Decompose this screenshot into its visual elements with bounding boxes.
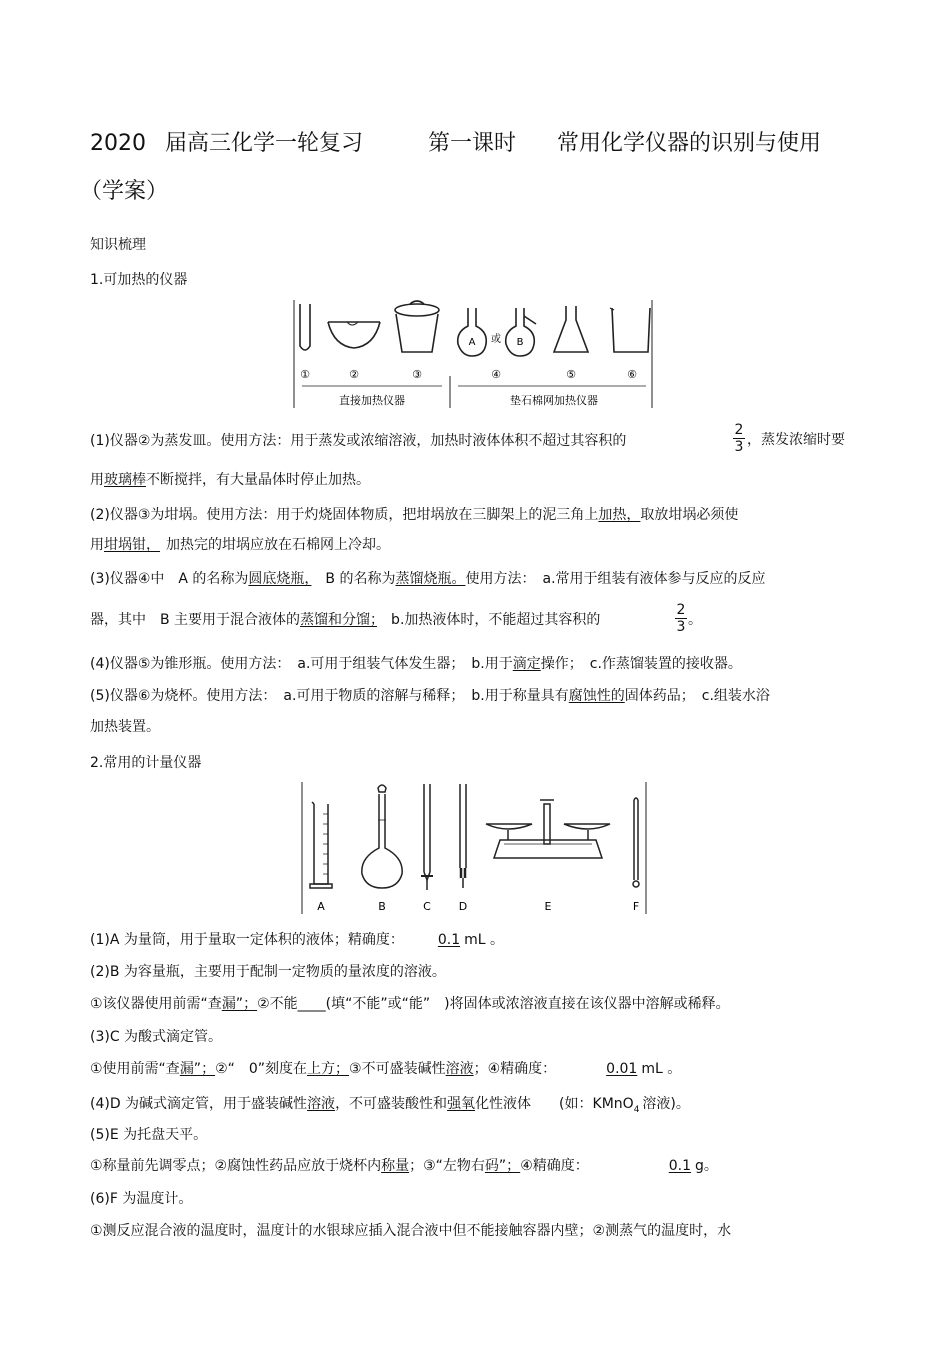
fig1-num-1: ① xyxy=(300,368,310,381)
sec2-line-4: (3)C 为酸式滴定管。 xyxy=(90,1029,223,1045)
answer-distilling-flask: 蒸馏烧瓶。 xyxy=(395,571,466,587)
heatable-apparatus-figure xyxy=(292,298,656,410)
para-3-line1 xyxy=(90,570,766,588)
answer-leak-check-1: 漏”； xyxy=(221,996,258,1012)
sec2-l6-text-c: 化性液体 (如：KMnO xyxy=(475,1096,634,1112)
group-gauze-label: 垫石棉网加热仪器 xyxy=(510,394,598,407)
sec2-l5-text-e: mL 。 xyxy=(641,1061,682,1077)
sec2-line-1 xyxy=(90,931,504,949)
sec2-heading: 2.常用的计量仪器 xyxy=(90,755,202,771)
test-tube-icon xyxy=(300,304,310,350)
fig1-num-2: ② xyxy=(349,368,359,381)
sec2-line-9: (6)F 为温度计。 xyxy=(90,1191,193,1207)
answer-balance-precision: 0.1 xyxy=(668,1158,692,1174)
para-1-line2 xyxy=(90,471,370,489)
answer-weights: 码”； xyxy=(484,1158,521,1174)
sec2-l8-text-b: ；③“左物右 xyxy=(409,1158,485,1174)
section-label: 知识梳理 xyxy=(90,237,146,253)
fraction-two-thirds-1 xyxy=(732,422,746,455)
sec2-l5-text-d: ；④精确度： xyxy=(473,1061,557,1077)
flask-b-label: B xyxy=(516,337,524,348)
answer-blank: ____ xyxy=(297,996,326,1012)
answer-round-flask: 圆底烧瓶， xyxy=(248,571,312,587)
fig2-label-a: A xyxy=(317,900,325,913)
sec2-l6-text-b: ，不可盛装酸性和 xyxy=(335,1096,448,1112)
thermometer-icon xyxy=(633,798,639,887)
round-bottom-flask-icon xyxy=(458,308,487,356)
frac1-den: 3 xyxy=(734,439,744,455)
para-3-tail: 。 xyxy=(688,612,702,628)
sec2-line-3 xyxy=(90,995,730,1013)
sec2-line-10: ①测反应混合液的温度时，温度计的水银球应插入混合液中但不能接触容器内壁；②测蒸气的温度时，水 xyxy=(90,1223,732,1239)
para-1-text-c: 用 xyxy=(90,472,104,488)
para-1-line1 xyxy=(90,432,626,450)
fig1-num-6: ⑥ xyxy=(627,368,637,381)
sec2-line-5 xyxy=(90,1060,681,1078)
sec2-l3-text-b: ②不能 xyxy=(257,996,298,1012)
answer-weigh: 称量 xyxy=(381,1158,410,1174)
answer-distillation: 蒸馏和分馏； xyxy=(300,612,378,628)
base-burette-icon xyxy=(460,784,466,888)
answer-titration: 滴定 xyxy=(512,656,541,672)
para-4 xyxy=(90,655,742,673)
conical-flask-icon xyxy=(554,306,588,352)
para-5-line2: 加热装置。 xyxy=(90,719,160,735)
sec2-l5-text-a: ①使用前需“查 xyxy=(90,1061,180,1077)
sec2-line-7: (5)E 为托盘天平。 xyxy=(90,1127,208,1143)
para-3-text-c: 使用方法： a.常用于组装有液体参与反应的反应 xyxy=(465,571,766,587)
fraction-two-thirds-2 xyxy=(674,602,688,635)
para-5-text-a: (5)仪器⑥为烧杯。使用方法： a.可用于物质的溶解与稀释； b.用于称量具有 xyxy=(90,688,569,704)
group-direct-label: 直接加热仪器 xyxy=(339,394,405,407)
or-label: 或 xyxy=(491,334,501,345)
sec2-l8-text-d: g。 xyxy=(695,1158,718,1174)
sec2-line-2: (2)B 为容量瓶，主要用于配制一定物质的量浓度的溶液。 xyxy=(90,964,446,980)
evaporating-dish-icon xyxy=(328,322,380,348)
para-2-line1 xyxy=(90,506,738,524)
para-1-text-d: 不断搅拌，有大量晶体时停止加热。 xyxy=(146,472,370,488)
para-4-text-a: (4)仪器⑤为锥形瓶。使用方法： a.可用于组装气体发生器； b.用于 xyxy=(90,656,513,672)
fig2-label-f: F xyxy=(632,900,640,913)
beaker-icon xyxy=(612,308,650,352)
answer-leak-check-2: 漏”； xyxy=(179,1061,216,1077)
sec2-l3-text-a: ①该仪器使用前需“查 xyxy=(90,996,222,1012)
answer-burette-precision: 0.01 xyxy=(606,1061,638,1077)
title-part1: 届高三化学一轮复习 xyxy=(165,131,364,156)
answer-heating: 加热， xyxy=(598,507,641,523)
answer-top: 上方； xyxy=(307,1061,350,1077)
sec2-l6-text-d: 溶液)。 xyxy=(642,1096,690,1112)
sec2-l6-text-a: (4)D 为碱式滴定管，用于盛装碱性 xyxy=(90,1096,308,1112)
answer-glass-rod: 玻璃棒 xyxy=(104,472,146,488)
sec1-heading: 1.可加热的仪器 xyxy=(90,272,188,288)
volumetric-flask-icon xyxy=(362,785,402,888)
frac2-num: 2 xyxy=(676,602,686,618)
sec2-line-6 xyxy=(90,1095,690,1119)
answer-cylinder-precision: 0.1 xyxy=(437,932,461,948)
fig2-label-c: C xyxy=(423,900,431,913)
answer-solution-1: 溶液 xyxy=(445,1061,474,1077)
para-3-text-d: 器，其中 B 主要用于混合液体的 xyxy=(90,612,301,628)
para-1-tail: ，蒸发浓缩时要 xyxy=(747,432,845,448)
para-3-text-b: B 的名称为 xyxy=(311,571,396,587)
page-title xyxy=(90,126,821,157)
sec2-l5-text-b: ②“ 0”刻度在 xyxy=(215,1061,308,1077)
tray-balance-icon xyxy=(486,800,610,858)
answer-solution-2: 溶液 xyxy=(307,1096,336,1112)
sec2-l1-text-b: mL 。 xyxy=(464,932,505,948)
answer-corrosive: 腐蚀性的 xyxy=(568,688,625,704)
para-4-text-b: 操作； c.作蒸馏装置的接收器。 xyxy=(540,656,742,672)
fig2-label-d: D xyxy=(458,900,468,913)
para-3-text-e: b.加热液体时，不能超过其容积的 xyxy=(377,612,601,628)
fig2-label-e: E xyxy=(544,900,552,913)
frac2-den: 3 xyxy=(676,619,686,635)
acid-burette-icon xyxy=(421,784,433,890)
fig1-num-4: ④ xyxy=(491,368,501,381)
para-2-text-a: (2)仪器③为坩埚。使用方法：用于灼烧固体物质，把坩埚放在三脚架上的泥三角上 xyxy=(90,507,599,523)
sec2-l1-text-a: (1)A 为量筒，用于量取一定体积的液体；精确度： xyxy=(90,932,404,948)
para-3-text-a: (3)仪器④中 A 的名称为 xyxy=(90,571,249,587)
title-line2: （学案） xyxy=(80,179,169,204)
para-2-text-b: 取放坩埚必须使 xyxy=(640,507,739,523)
sec2-l5-text-c: ③不可盛装碱性 xyxy=(349,1061,446,1077)
title-part2: 第一课时 xyxy=(428,131,517,156)
para-2-line2 xyxy=(90,536,390,554)
frac1-num: 2 xyxy=(734,422,744,438)
sec2-l3-text-c: (填“不能”或“能” )将固体或浓溶液直接在该仪器中溶解或稀释。 xyxy=(325,996,730,1012)
para-1-text-a: (1)仪器②为蒸发皿。使用方法：用于蒸发或浓缩溶液，加热时液体体积不超过其容积的 xyxy=(90,433,627,449)
para-5-text-b: 固体药品； c.组装水浴 xyxy=(624,688,770,704)
measuring-instruments-figure xyxy=(300,780,650,916)
flask-a-label: A xyxy=(468,337,476,348)
sec2-l8-text-c: ④精确度： xyxy=(520,1158,589,1174)
fig2-label-b: B xyxy=(378,900,386,913)
answer-strong-oxidizing: 强氧 xyxy=(447,1096,476,1112)
title-year: 2020 xyxy=(90,131,146,156)
sec2-line-8 xyxy=(90,1157,718,1175)
sec2-l6-subscript: 4 xyxy=(633,1104,640,1115)
para-5-line1 xyxy=(90,687,770,705)
para-3-line2 xyxy=(90,611,600,629)
graduated-cylinder-icon xyxy=(310,802,332,888)
sec2-l8-text-a: ①称量前先调零点；②腐蚀性药品应放于烧杯内 xyxy=(90,1158,382,1174)
para-2-text-c: 用 xyxy=(90,537,104,553)
crucible-icon xyxy=(396,314,438,352)
para-2-text-d: 加热完的坩埚应放在石棉网上冷却。 xyxy=(166,537,390,553)
fig1-num-3: ③ xyxy=(412,368,422,381)
answer-crucible-tongs: 坩埚钳， xyxy=(104,537,160,553)
fig1-num-5: ⑤ xyxy=(566,368,576,381)
title-part3: 常用化学仪器的识别与使用 xyxy=(557,131,822,156)
distilling-flask-icon xyxy=(506,308,535,356)
